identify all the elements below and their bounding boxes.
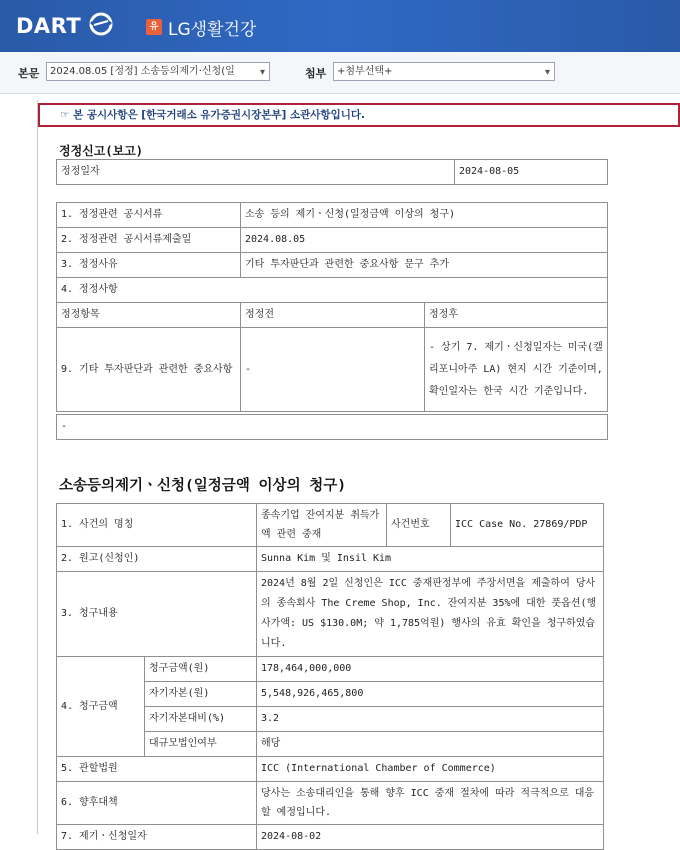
lawsuit-table	[56, 503, 604, 850]
correction-row-value: 기타 투자판단과 관련한 중요사항 문구 추가	[241, 253, 608, 278]
table-row	[57, 757, 604, 782]
filed-label: 7. 제기ㆍ신청일자	[57, 825, 257, 850]
table-row	[57, 160, 608, 185]
table-row	[57, 228, 608, 253]
correction-date-value: 2024-08-05	[455, 160, 608, 185]
correction-row-value: 소송 등의 제기ㆍ신청(일정금액 이상의 청구)	[241, 203, 608, 228]
filed: 2024-08-02	[257, 825, 604, 850]
correction-title: 정정신고(보고)	[59, 144, 144, 158]
correction-note-table	[56, 414, 608, 440]
court-label: 5. 관할법원	[57, 757, 257, 782]
item-before: -	[241, 328, 425, 412]
plaintiff: Sunna Kim 및 Insil Kim	[257, 547, 604, 572]
attachment-select[interactable]	[333, 62, 555, 81]
chevron-down-icon: ▾	[544, 67, 550, 78]
header-after: 정정후	[425, 303, 608, 328]
table-row	[57, 825, 604, 850]
item-after: - 상기 7. 제기ㆍ신청일자는 미국(캘리포니아주 LA) 현지 시간 기준이며, 확인일자는 한국 시간 기준입니다.	[425, 328, 608, 412]
table-row	[57, 303, 608, 328]
claim-label: 3. 청구내용	[57, 572, 257, 657]
table-row	[57, 278, 608, 303]
correction-row-label: 2. 정정관련 공시서류제출일	[57, 228, 241, 253]
attachment-label: 첨부	[305, 67, 327, 80]
correction-row-label: 3. 정정사유	[57, 253, 241, 278]
company-title	[146, 17, 257, 40]
table-row	[57, 328, 608, 412]
amount-row-value: 5,548,926,465,800	[257, 682, 604, 707]
claim-content: 2024년 8월 2일 신청인은 ICC 중재판정부에 주장서면을 제출하여 당사의 종속회사 The Creme Shop, Inc. 잔여지분 35%에 대한 풋옵션(행사가액: US $130.0M; 약 1,785억원) 행사의 유효 확인을 청구하였습니다.	[257, 572, 604, 657]
amount-row-value: 178,464,000,000	[257, 657, 604, 682]
top-header	[0, 0, 680, 52]
table-row	[57, 203, 608, 228]
amount-row-label: 자기자본(원)	[145, 682, 257, 707]
chevron-down-icon: ▾	[259, 67, 265, 78]
dart-logo[interactable]: DART	[16, 14, 82, 38]
table-row	[57, 504, 604, 547]
correction-date-table	[56, 159, 608, 185]
amount-row-value: 해당	[257, 732, 604, 757]
case-no: ICC Case No. 27869/PDP	[451, 504, 604, 547]
correction-row-label: 1. 정정관련 공시서류	[57, 203, 241, 228]
case-name: 종속기업 잔여지분 취득가액 관련 중재	[257, 504, 387, 547]
court: ICC (International Chamber of Commerce)	[257, 757, 604, 782]
item-name: 9. 기타 투자판단과 관련한 중요사항	[57, 328, 241, 412]
amount-row-value: 3.2	[257, 707, 604, 732]
header-item: 정정항목	[57, 303, 241, 328]
table-row	[57, 572, 604, 657]
table-row	[57, 547, 604, 572]
case-label: 1. 사건의 명칭	[57, 504, 257, 547]
amount-label: 4. 청구금액	[57, 657, 145, 757]
plan-label: 6. 향후대책	[57, 782, 257, 825]
correction-row-value: 2024.08.05	[241, 228, 608, 253]
header-before: 정정전	[241, 303, 425, 328]
logo-swirl-icon	[88, 11, 114, 37]
correction-note: -	[57, 415, 608, 440]
attachment-select-value: +첨부선택+	[337, 66, 393, 77]
correction-items-label: 4. 정정사항	[57, 278, 608, 303]
plaintiff-label: 2. 원고(신청인)	[57, 547, 257, 572]
market-badge: 유	[146, 19, 162, 35]
amount-row-label: 자기자본대비(%)	[145, 707, 257, 732]
left-margin	[0, 94, 37, 834]
document-toolbar	[0, 52, 680, 94]
table-row	[57, 782, 604, 825]
amount-row-label: 대규모법인여부	[145, 732, 257, 757]
company-name[interactable]: LG생활건강	[168, 19, 257, 40]
plan: 당사는 소송대리인을 통해 향후 ICC 중재 절차에 따라 적극적으로 대응할 예정입니다.	[257, 782, 604, 825]
table-row	[57, 415, 608, 440]
table-row	[57, 253, 608, 278]
main-doc-label: 본문	[18, 67, 40, 80]
correction-date-label: 정정일자	[57, 160, 455, 185]
main-doc-select-value: 2024.08.05 [정정] 소송등의제기·신청(일	[50, 66, 235, 77]
table-row	[57, 657, 604, 682]
jurisdiction-notice: ☞ 본 공시사항은 [한국거래소 유가증권시장본부] 소관사항입니다.	[38, 103, 680, 127]
correction-detail-table	[56, 202, 608, 412]
amount-row-label: 청구금액(원)	[145, 657, 257, 682]
case-no-label: 사건번호	[387, 504, 451, 547]
lawsuit-title: 소송등의제기ㆍ신청(일정금액 이상의 청구)	[59, 478, 347, 494]
main-doc-select[interactable]	[46, 62, 270, 81]
